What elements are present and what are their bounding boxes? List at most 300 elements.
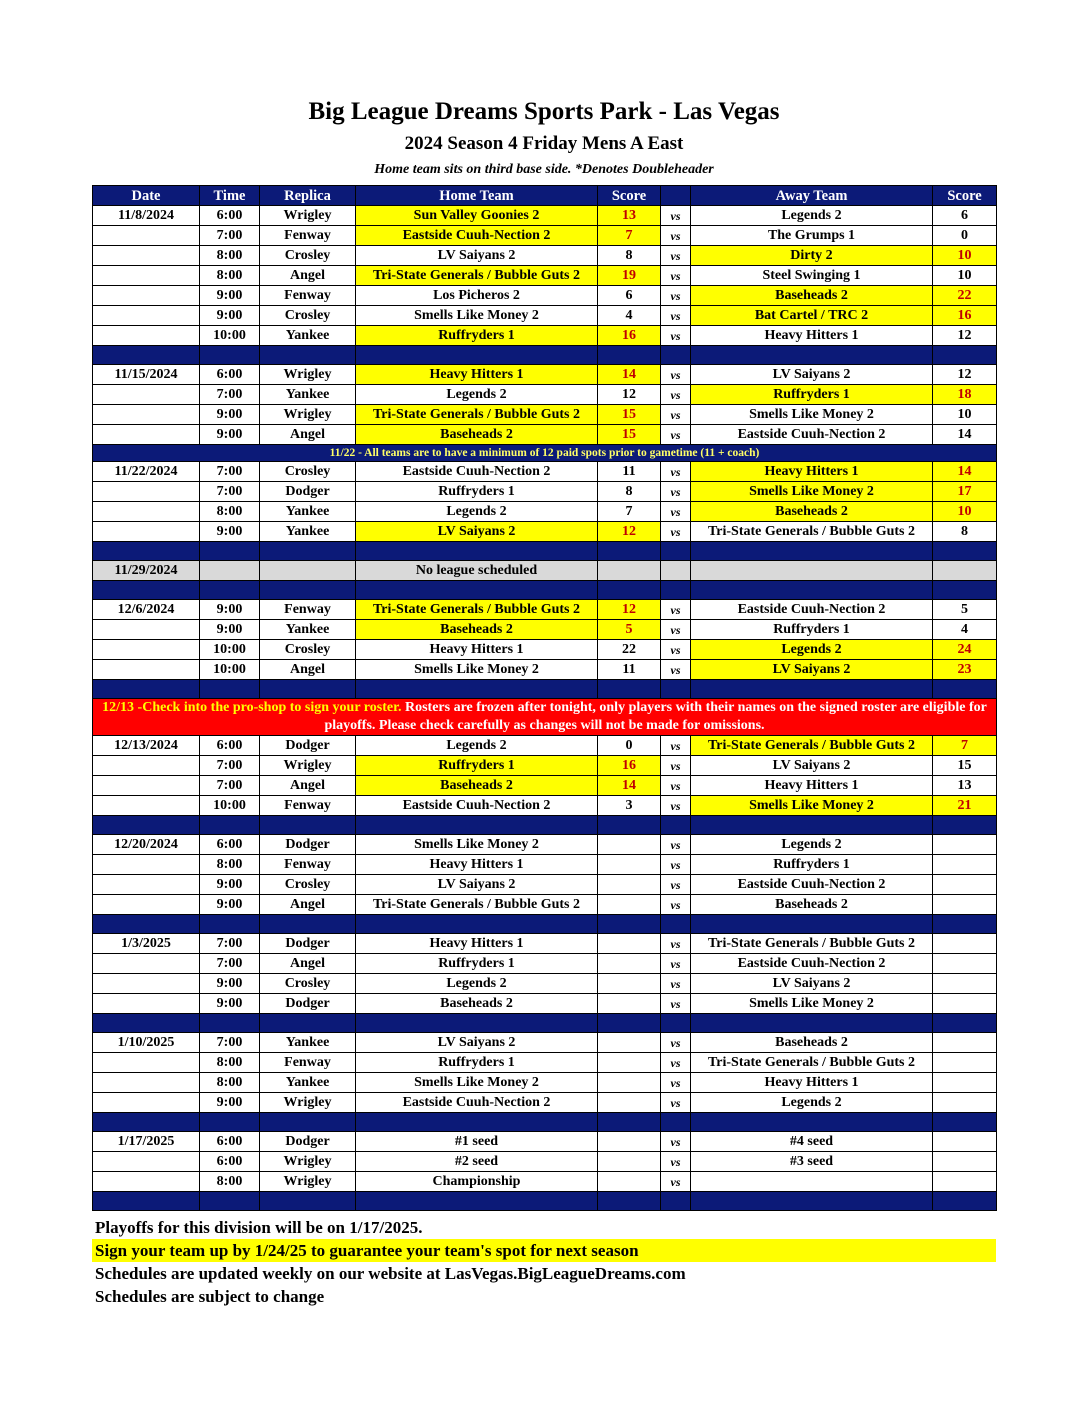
game-time: 8:00 bbox=[200, 266, 260, 286]
home-score: 6 bbox=[598, 286, 661, 306]
game-field: Dodger bbox=[260, 482, 356, 502]
away-team: Tri-State Generals / Bubble Guts 2 bbox=[691, 736, 933, 756]
away-score bbox=[933, 895, 997, 915]
home-score: 16 bbox=[598, 756, 661, 776]
home-team: LV Saiyans 2 bbox=[356, 1033, 598, 1053]
game-time: 8:00 bbox=[200, 1073, 260, 1093]
game-field: Dodger bbox=[260, 994, 356, 1014]
away-team: Baseheads 2 bbox=[691, 502, 933, 522]
home-team: #1 seed bbox=[356, 1132, 598, 1152]
game-row bbox=[93, 1093, 997, 1113]
separator-cell bbox=[933, 915, 997, 934]
game-date: 1/3/2025 bbox=[93, 934, 200, 954]
game-field: Angel bbox=[260, 954, 356, 974]
home-team: LV Saiyans 2 bbox=[356, 875, 598, 895]
game-date bbox=[93, 875, 200, 895]
separator-cell bbox=[598, 542, 661, 561]
game-time: 6:00 bbox=[200, 835, 260, 855]
away-score: 10 bbox=[933, 405, 997, 425]
game-time: 7:00 bbox=[200, 934, 260, 954]
away-score: 22 bbox=[933, 286, 997, 306]
game-row bbox=[93, 875, 997, 895]
footer-change-note: Schedules are subject to change bbox=[95, 1287, 325, 1306]
footer-website-note: Schedules are updated weekly on our website at LasVegas.BigLeagueDreams.com bbox=[95, 1264, 686, 1283]
separator-cell bbox=[661, 680, 691, 699]
game-row bbox=[93, 405, 997, 425]
game-time: 9:00 bbox=[200, 1093, 260, 1113]
col-header-date: Date bbox=[93, 186, 200, 206]
vs-label: vs bbox=[661, 266, 691, 286]
game-time: 9:00 bbox=[200, 405, 260, 425]
page-title: Big League Dreams Sports Park - Las Vegas bbox=[308, 98, 780, 125]
empty-cell bbox=[260, 561, 356, 581]
home-team: Baseheads 2 bbox=[356, 425, 598, 445]
game-field: Fenway bbox=[260, 1053, 356, 1073]
separator-cell bbox=[200, 1192, 260, 1211]
game-date bbox=[93, 425, 200, 445]
away-team: The Grumps 1 bbox=[691, 226, 933, 246]
game-row bbox=[93, 522, 997, 542]
game-time: 9:00 bbox=[200, 600, 260, 620]
game-field: Wrigley bbox=[260, 206, 356, 226]
separator-cell bbox=[200, 680, 260, 699]
separator-cell bbox=[356, 346, 598, 365]
game-row bbox=[93, 226, 997, 246]
away-score: 23 bbox=[933, 660, 997, 680]
vs-label: vs bbox=[661, 855, 691, 875]
away-team: Tri-State Generals / Bubble Guts 2 bbox=[691, 522, 933, 542]
game-time: 9:00 bbox=[200, 522, 260, 542]
separator-cell bbox=[933, 542, 997, 561]
home-score: 7 bbox=[598, 226, 661, 246]
away-team: LV Saiyans 2 bbox=[691, 974, 933, 994]
separator-cell bbox=[93, 816, 200, 835]
away-score: 12 bbox=[933, 365, 997, 385]
away-team: Tri-State Generals / Bubble Guts 2 bbox=[691, 1053, 933, 1073]
vs-label: vs bbox=[661, 425, 691, 445]
game-time: 9:00 bbox=[200, 994, 260, 1014]
vs-label: vs bbox=[661, 502, 691, 522]
no-game-text: No league scheduled bbox=[356, 561, 598, 581]
game-date: 11/22/2024 bbox=[93, 462, 200, 482]
game-row bbox=[93, 286, 997, 306]
vs-label: vs bbox=[661, 1152, 691, 1172]
game-time: 9:00 bbox=[200, 306, 260, 326]
game-date bbox=[93, 776, 200, 796]
away-score: 12 bbox=[933, 326, 997, 346]
separator-cell bbox=[691, 680, 933, 699]
game-time: 7:00 bbox=[200, 954, 260, 974]
vs-label: vs bbox=[661, 736, 691, 756]
home-score: 12 bbox=[598, 600, 661, 620]
home-score: 11 bbox=[598, 462, 661, 482]
away-score: 18 bbox=[933, 385, 997, 405]
home-score: 8 bbox=[598, 482, 661, 502]
separator-cell bbox=[93, 542, 200, 561]
away-team: Heavy Hitters 1 bbox=[691, 462, 933, 482]
game-field: Angel bbox=[260, 266, 356, 286]
away-team: Smells Like Money 2 bbox=[691, 405, 933, 425]
game-date: 1/10/2025 bbox=[93, 1033, 200, 1053]
away-team: Tri-State Generals / Bubble Guts 2 bbox=[691, 934, 933, 954]
game-row bbox=[93, 365, 997, 385]
empty-cell bbox=[598, 561, 661, 581]
separator-cell bbox=[933, 346, 997, 365]
game-date bbox=[93, 1053, 200, 1073]
home-score bbox=[598, 974, 661, 994]
separator-cell bbox=[93, 581, 200, 600]
away-score: 14 bbox=[933, 462, 997, 482]
away-score: 15 bbox=[933, 756, 997, 776]
home-team: Smells Like Money 2 bbox=[356, 835, 598, 855]
home-score bbox=[598, 855, 661, 875]
separator-cell bbox=[356, 1014, 598, 1033]
separator-cell bbox=[356, 1113, 598, 1132]
game-time: 9:00 bbox=[200, 425, 260, 445]
home-score: 3 bbox=[598, 796, 661, 816]
game-date bbox=[93, 855, 200, 875]
home-score bbox=[598, 1053, 661, 1073]
away-team: Legends 2 bbox=[691, 640, 933, 660]
home-team: Ruffryders 1 bbox=[356, 482, 598, 502]
page-note: Home team sits on third base side. *Denotes Doubleheader bbox=[374, 162, 714, 177]
home-team: Legends 2 bbox=[356, 502, 598, 522]
away-team: Legends 2 bbox=[691, 835, 933, 855]
game-time: 10:00 bbox=[200, 796, 260, 816]
game-time: 7:00 bbox=[200, 1033, 260, 1053]
game-field: Wrigley bbox=[260, 365, 356, 385]
home-score: 8 bbox=[598, 246, 661, 266]
home-score: 13 bbox=[598, 206, 661, 226]
away-team: Eastside Cuuh-Nection 2 bbox=[691, 875, 933, 895]
game-date bbox=[93, 895, 200, 915]
home-score bbox=[598, 954, 661, 974]
separator-cell bbox=[661, 346, 691, 365]
game-row bbox=[93, 1132, 997, 1152]
col-header-home-team: Home Team bbox=[356, 186, 598, 206]
vs-label: vs bbox=[661, 875, 691, 895]
roster-alert-lead: 12/13 -Check into the pro-shop to sign your roster. bbox=[102, 700, 402, 715]
home-score: 11 bbox=[598, 660, 661, 680]
week-separator-row bbox=[93, 542, 997, 561]
week-separator-row bbox=[93, 1014, 997, 1033]
separator-cell bbox=[933, 1113, 997, 1132]
game-time: 6:00 bbox=[200, 206, 260, 226]
separator-cell bbox=[260, 1113, 356, 1132]
col-header-vs bbox=[661, 186, 691, 206]
away-score: 7 bbox=[933, 736, 997, 756]
home-team: Heavy Hitters 1 bbox=[356, 365, 598, 385]
away-score: 6 bbox=[933, 206, 997, 226]
separator-cell bbox=[691, 1192, 933, 1211]
separator-cell bbox=[598, 1113, 661, 1132]
game-field: Dodger bbox=[260, 835, 356, 855]
home-team: Heavy Hitters 1 bbox=[356, 855, 598, 875]
game-field: Fenway bbox=[260, 600, 356, 620]
home-team: Sun Valley Goonies 2 bbox=[356, 206, 598, 226]
away-score: 10 bbox=[933, 246, 997, 266]
game-date bbox=[93, 1152, 200, 1172]
game-time: 7:00 bbox=[200, 226, 260, 246]
vs-label: vs bbox=[661, 640, 691, 660]
schedule-table-wrapper bbox=[92, 185, 996, 1211]
vs-label: vs bbox=[661, 326, 691, 346]
game-date: 12/6/2024 bbox=[93, 600, 200, 620]
separator-cell bbox=[933, 581, 997, 600]
home-score bbox=[598, 895, 661, 915]
game-date bbox=[93, 226, 200, 246]
away-score bbox=[933, 1172, 997, 1192]
col-header-time: Time bbox=[200, 186, 260, 206]
game-time: 8:00 bbox=[200, 1172, 260, 1192]
separator-cell bbox=[933, 1014, 997, 1033]
away-score: 5 bbox=[933, 600, 997, 620]
game-row bbox=[93, 934, 997, 954]
home-team: Ruffryders 1 bbox=[356, 1053, 598, 1073]
away-team: Steel Swinging 1 bbox=[691, 266, 933, 286]
vs-label: vs bbox=[661, 660, 691, 680]
game-date bbox=[93, 326, 200, 346]
home-team: Baseheads 2 bbox=[356, 620, 598, 640]
week-separator-row bbox=[93, 581, 997, 600]
game-field: Crosley bbox=[260, 974, 356, 994]
vs-label: vs bbox=[661, 462, 691, 482]
game-date bbox=[93, 796, 200, 816]
game-field: Yankee bbox=[260, 502, 356, 522]
separator-cell bbox=[598, 581, 661, 600]
separator-cell bbox=[598, 816, 661, 835]
home-score bbox=[598, 835, 661, 855]
home-team: Eastside Cuuh-Nection 2 bbox=[356, 462, 598, 482]
game-time: 7:00 bbox=[200, 776, 260, 796]
game-time: 6:00 bbox=[200, 1132, 260, 1152]
home-team: Smells Like Money 2 bbox=[356, 660, 598, 680]
away-team: #4 seed bbox=[691, 1132, 933, 1152]
page-subtitle: 2024 Season 4 Friday Mens A East bbox=[404, 133, 684, 154]
game-field: Crosley bbox=[260, 875, 356, 895]
separator-cell bbox=[661, 1113, 691, 1132]
home-score bbox=[598, 1152, 661, 1172]
empty-cell bbox=[933, 561, 997, 581]
away-score bbox=[933, 954, 997, 974]
vs-label: vs bbox=[661, 306, 691, 326]
game-time: 6:00 bbox=[200, 736, 260, 756]
away-score bbox=[933, 1033, 997, 1053]
game-field: Dodger bbox=[260, 736, 356, 756]
away-team: Baseheads 2 bbox=[691, 895, 933, 915]
game-row bbox=[93, 1073, 997, 1093]
away-team: Smells Like Money 2 bbox=[691, 796, 933, 816]
week-separator-row bbox=[93, 1192, 997, 1211]
home-team: Legends 2 bbox=[356, 736, 598, 756]
game-time: 9:00 bbox=[200, 286, 260, 306]
schedule-body bbox=[93, 206, 997, 1211]
week-separator-row bbox=[93, 680, 997, 699]
home-team: Tri-State Generals / Bubble Guts 2 bbox=[356, 895, 598, 915]
game-date: 12/20/2024 bbox=[93, 835, 200, 855]
away-team: Baseheads 2 bbox=[691, 286, 933, 306]
game-field: Crosley bbox=[260, 462, 356, 482]
week-separator-row bbox=[93, 346, 997, 365]
game-row bbox=[93, 640, 997, 660]
vs-label: vs bbox=[661, 226, 691, 246]
game-time: 8:00 bbox=[200, 1053, 260, 1073]
game-field: Wrigley bbox=[260, 756, 356, 776]
separator-cell bbox=[691, 542, 933, 561]
vs-label: vs bbox=[661, 405, 691, 425]
game-row bbox=[93, 266, 997, 286]
away-score bbox=[933, 875, 997, 895]
away-team: Ruffryders 1 bbox=[691, 620, 933, 640]
empty-cell bbox=[200, 561, 260, 581]
separator-cell bbox=[691, 581, 933, 600]
home-team: Ruffryders 1 bbox=[356, 954, 598, 974]
home-score: 12 bbox=[598, 385, 661, 405]
vs-label: vs bbox=[661, 934, 691, 954]
game-date bbox=[93, 286, 200, 306]
home-team: Los Picheros 2 bbox=[356, 286, 598, 306]
home-score bbox=[598, 1033, 661, 1053]
vs-label: vs bbox=[661, 1172, 691, 1192]
away-team: Eastside Cuuh-Nection 2 bbox=[691, 425, 933, 445]
game-field: Yankee bbox=[260, 1073, 356, 1093]
away-team: Heavy Hitters 1 bbox=[691, 1073, 933, 1093]
game-row bbox=[93, 796, 997, 816]
game-time: 8:00 bbox=[200, 246, 260, 266]
home-team: Eastside Cuuh-Nection 2 bbox=[356, 1093, 598, 1113]
game-date: 11/15/2024 bbox=[93, 365, 200, 385]
game-date bbox=[93, 246, 200, 266]
separator-cell bbox=[356, 581, 598, 600]
separator-cell bbox=[598, 1014, 661, 1033]
game-time: 9:00 bbox=[200, 974, 260, 994]
game-date bbox=[93, 405, 200, 425]
game-date bbox=[93, 620, 200, 640]
vs-label: vs bbox=[661, 1073, 691, 1093]
vs-label: vs bbox=[661, 365, 691, 385]
away-score bbox=[933, 1152, 997, 1172]
game-row bbox=[93, 660, 997, 680]
game-field: Dodger bbox=[260, 1132, 356, 1152]
game-row bbox=[93, 385, 997, 405]
table-header-row bbox=[93, 186, 997, 206]
home-score bbox=[598, 1093, 661, 1113]
game-date: 1/17/2025 bbox=[93, 1132, 200, 1152]
separator-cell bbox=[260, 346, 356, 365]
game-date bbox=[93, 502, 200, 522]
vs-label: vs bbox=[661, 620, 691, 640]
game-time: 7:00 bbox=[200, 462, 260, 482]
empty-cell bbox=[661, 561, 691, 581]
vs-label: vs bbox=[661, 954, 691, 974]
game-row bbox=[93, 835, 997, 855]
away-team: Eastside Cuuh-Nection 2 bbox=[691, 954, 933, 974]
away-score bbox=[933, 934, 997, 954]
separator-cell bbox=[933, 1192, 997, 1211]
vs-label: vs bbox=[661, 600, 691, 620]
home-team: LV Saiyans 2 bbox=[356, 246, 598, 266]
home-score bbox=[598, 934, 661, 954]
game-row bbox=[93, 1033, 997, 1053]
game-row bbox=[93, 736, 997, 756]
separator-cell bbox=[200, 542, 260, 561]
away-team bbox=[691, 1172, 933, 1192]
game-field: Fenway bbox=[260, 286, 356, 306]
no-game-row bbox=[93, 561, 997, 581]
game-date bbox=[93, 266, 200, 286]
game-time: 10:00 bbox=[200, 660, 260, 680]
separator-cell bbox=[691, 346, 933, 365]
vs-label: vs bbox=[661, 482, 691, 502]
game-field: Yankee bbox=[260, 522, 356, 542]
game-field: Angel bbox=[260, 776, 356, 796]
game-field: Crosley bbox=[260, 306, 356, 326]
game-field: Yankee bbox=[260, 1033, 356, 1053]
home-team: Championship bbox=[356, 1172, 598, 1192]
game-date: 11/8/2024 bbox=[93, 206, 200, 226]
away-team: LV Saiyans 2 bbox=[691, 660, 933, 680]
game-row bbox=[93, 776, 997, 796]
separator-cell bbox=[691, 915, 933, 934]
separator-cell bbox=[598, 346, 661, 365]
game-date bbox=[93, 482, 200, 502]
game-row bbox=[93, 425, 997, 445]
game-field: Yankee bbox=[260, 620, 356, 640]
separator-cell bbox=[598, 1192, 661, 1211]
separator-cell bbox=[933, 680, 997, 699]
separator-cell bbox=[661, 542, 691, 561]
away-score: 13 bbox=[933, 776, 997, 796]
game-time: 10:00 bbox=[200, 640, 260, 660]
away-team: LV Saiyans 2 bbox=[691, 365, 933, 385]
home-team: Tri-State Generals / Bubble Guts 2 bbox=[356, 266, 598, 286]
schedule-table bbox=[92, 185, 997, 1211]
home-team: Ruffryders 1 bbox=[356, 326, 598, 346]
separator-cell bbox=[260, 1014, 356, 1033]
away-score bbox=[933, 835, 997, 855]
vs-label: vs bbox=[661, 974, 691, 994]
vs-label: vs bbox=[661, 206, 691, 226]
vs-label: vs bbox=[661, 756, 691, 776]
separator-cell bbox=[200, 346, 260, 365]
separator-cell bbox=[661, 816, 691, 835]
home-score: 22 bbox=[598, 640, 661, 660]
separator-cell bbox=[691, 1113, 933, 1132]
home-score bbox=[598, 1172, 661, 1192]
game-date bbox=[93, 640, 200, 660]
game-row bbox=[93, 1152, 997, 1172]
home-team: Ruffryders 1 bbox=[356, 756, 598, 776]
separator-cell bbox=[200, 581, 260, 600]
away-score bbox=[933, 855, 997, 875]
vs-label: vs bbox=[661, 796, 691, 816]
separator-cell bbox=[93, 346, 200, 365]
game-date bbox=[93, 660, 200, 680]
home-score bbox=[598, 1132, 661, 1152]
vs-label: vs bbox=[661, 1053, 691, 1073]
game-row bbox=[93, 206, 997, 226]
away-score: 0 bbox=[933, 226, 997, 246]
separator-cell bbox=[260, 915, 356, 934]
away-score bbox=[933, 994, 997, 1014]
game-time: 6:00 bbox=[200, 1152, 260, 1172]
week-separator-row bbox=[93, 1113, 997, 1132]
game-row bbox=[93, 855, 997, 875]
away-score: 21 bbox=[933, 796, 997, 816]
separator-cell bbox=[661, 1014, 691, 1033]
game-row bbox=[93, 1053, 997, 1073]
empty-cell bbox=[691, 561, 933, 581]
